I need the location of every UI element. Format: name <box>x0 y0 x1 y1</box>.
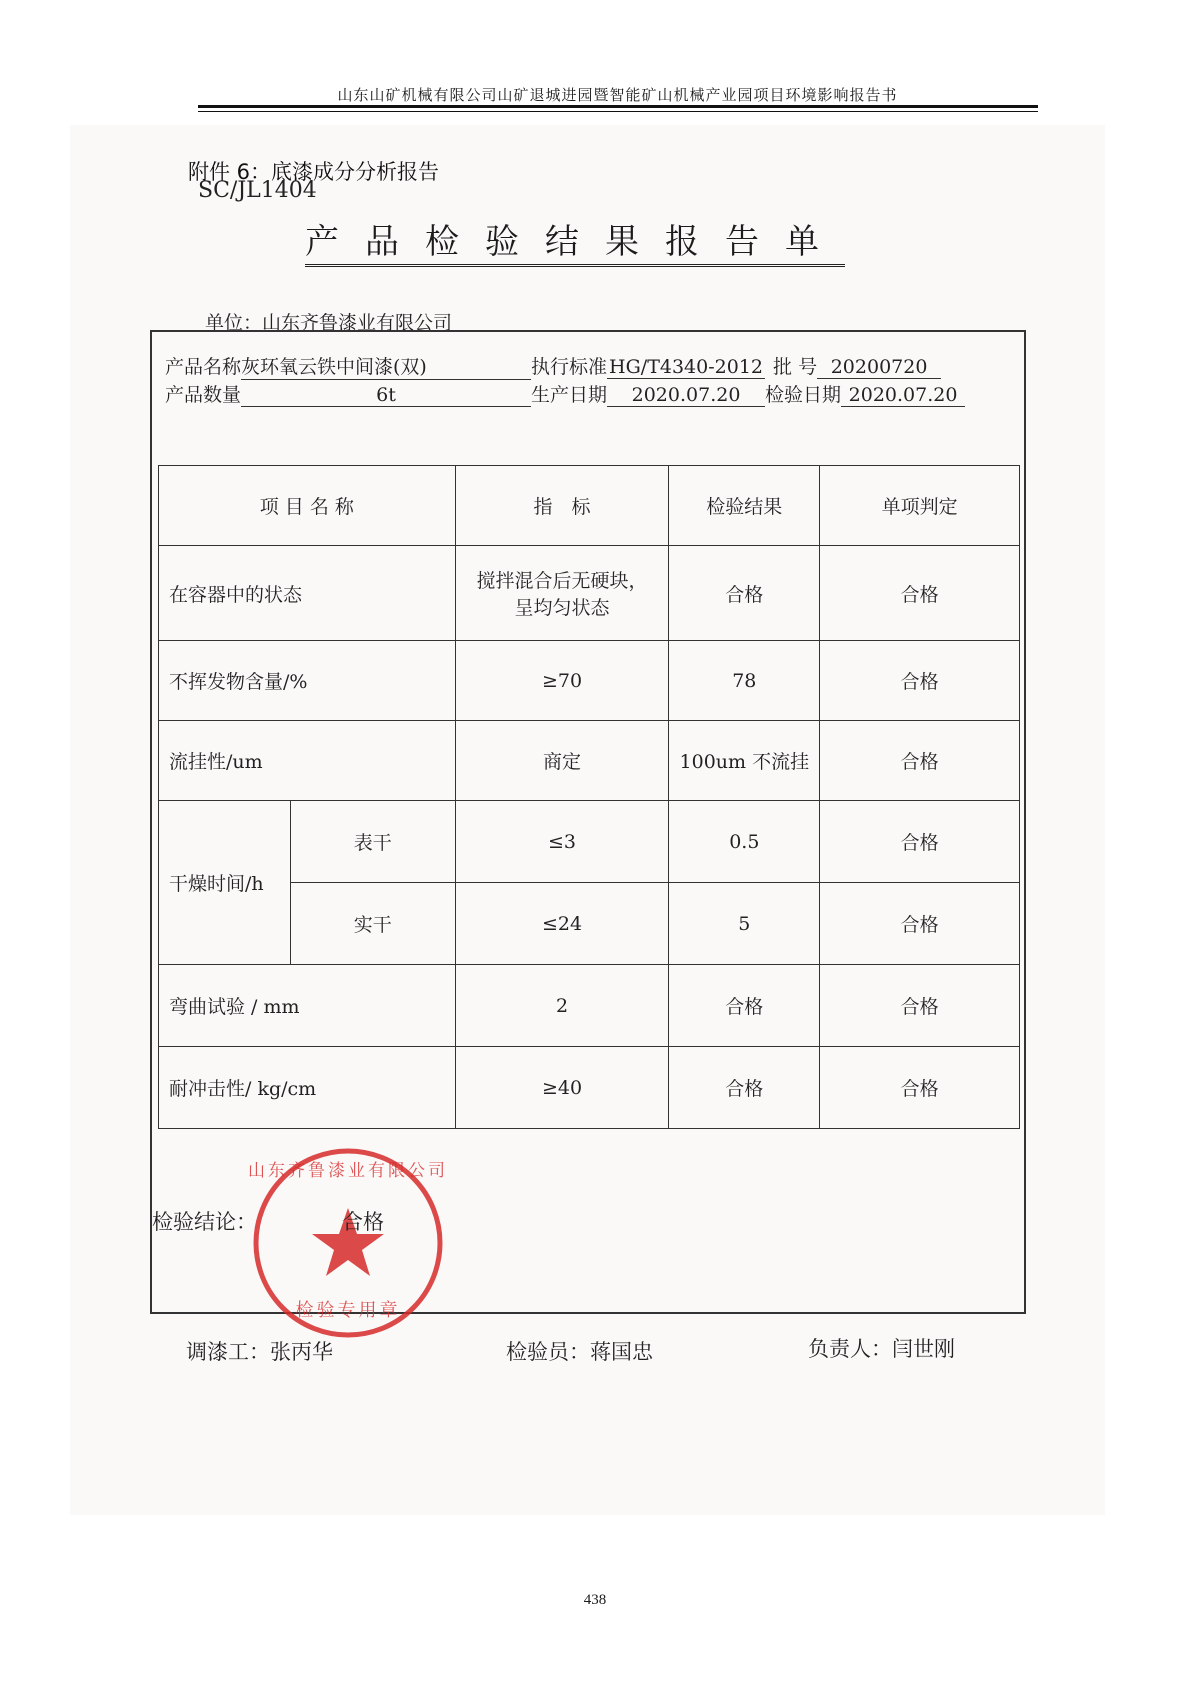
form-code: SC/JL1404 <box>198 178 317 203</box>
results-table <box>158 465 1020 1129</box>
result-value: 100um 不流挂 <box>669 721 820 801</box>
result-value: 0.5 <box>669 801 820 883</box>
production-date-value: 2020.07.20 <box>607 384 765 407</box>
item-name: 不挥发物含量/% <box>159 641 456 721</box>
page-number: 438 <box>583 1592 607 1608</box>
standard-label: 执行标准 <box>531 356 608 378</box>
item-name: 干燥时间/h <box>159 801 291 965</box>
spec-value: ≤3 <box>455 801 669 883</box>
judgement-value: 合格 <box>820 546 1020 641</box>
spec-value: 商定 <box>455 721 669 801</box>
product-name-label: 产品名称 <box>165 356 242 378</box>
sub-item-name: 表干 <box>290 801 455 883</box>
table-row <box>159 801 1020 883</box>
conclusion-label: 检验结论： <box>152 1210 257 1234</box>
judgement-value: 合格 <box>820 883 1020 965</box>
manager-signature: 负责人：闫世刚 <box>808 1337 955 1361</box>
item-name: 弯曲试验 / mm <box>159 965 456 1047</box>
item-name: 流挂性/um <box>159 721 456 801</box>
result-value: 合格 <box>669 546 820 641</box>
table-header-row <box>159 466 1020 546</box>
production-date-label: 生产日期 <box>531 384 608 406</box>
report-title: 产品检验结果报告单 <box>305 222 845 267</box>
mixer-signature: 调漆工：张丙华 <box>186 1340 333 1364</box>
table-row <box>159 546 1020 641</box>
seal-text-bottom: 检验专用章 <box>295 1300 401 1321</box>
judgement-value: 合格 <box>820 641 1020 721</box>
table-row <box>159 1047 1020 1129</box>
unit-value: 山东齐鲁漆业有限公司 <box>262 312 453 334</box>
standard-value: HG/T4340-2012 <box>607 356 765 379</box>
batch-label: 批 号 <box>773 356 818 378</box>
spec-value: ≤24 <box>455 883 669 965</box>
result-value: 5 <box>669 883 820 965</box>
page-header-title: 山东山矿机械有限公司山矿退城进园暨智能矿山机械产业园项目环境影响报告书 <box>337 86 898 104</box>
spec-value: ≥70 <box>455 641 669 721</box>
header-rule-thin <box>198 111 1038 112</box>
table-row <box>159 721 1020 801</box>
header-item: 项 目 名 称 <box>159 466 456 546</box>
judgement-value: 合格 <box>820 801 1020 883</box>
header-judgement: 单项判定 <box>820 466 1020 546</box>
seal-text-top: 山东齐鲁漆业有限公司 <box>248 1161 448 1181</box>
judgement-value: 合格 <box>820 1047 1020 1129</box>
company-seal-stamp <box>243 1138 453 1348</box>
table-row <box>159 641 1020 721</box>
product-info-row-1 <box>165 352 941 380</box>
batch-value: 20200720 <box>817 356 941 379</box>
quantity-value: 6t <box>241 384 531 407</box>
spec-line-1: 搅拌混合后无硬块， <box>476 570 648 592</box>
header-spec: 指 标 <box>455 466 669 546</box>
inspection-date-value: 2020.07.20 <box>841 384 965 407</box>
result-value: 合格 <box>669 1047 820 1129</box>
inspection-date-label: 检验日期 <box>765 384 842 406</box>
judgement-value: 合格 <box>820 721 1020 801</box>
spec-line-2: 呈均匀状态 <box>514 597 610 619</box>
spec-value: ≥40 <box>455 1047 669 1129</box>
header-result: 检验结果 <box>669 466 820 546</box>
attachment-title: 附件 6：底漆成分分析报告 <box>188 160 440 184</box>
table-row <box>159 965 1020 1047</box>
judgement-value: 合格 <box>820 965 1020 1047</box>
result-value: 78 <box>669 641 820 721</box>
unit-label: 单位： <box>205 312 263 334</box>
inspector-signature: 检验员：蒋国忠 <box>506 1340 653 1364</box>
conclusion-value: 合格 <box>342 1210 384 1234</box>
sub-item-name: 实干 <box>290 883 455 965</box>
item-name: 在容器中的状态 <box>159 546 456 641</box>
quantity-label: 产品数量 <box>165 384 242 406</box>
result-value: 合格 <box>669 965 820 1047</box>
product-info-row-2 <box>165 380 965 407</box>
header-rule <box>198 105 1038 108</box>
item-name: 耐冲击性/ kg/cm <box>159 1047 456 1129</box>
spec-value <box>455 546 669 641</box>
product-name: 灰环氧云铁中间漆(双) <box>241 352 531 380</box>
spec-value: 2 <box>455 965 669 1047</box>
